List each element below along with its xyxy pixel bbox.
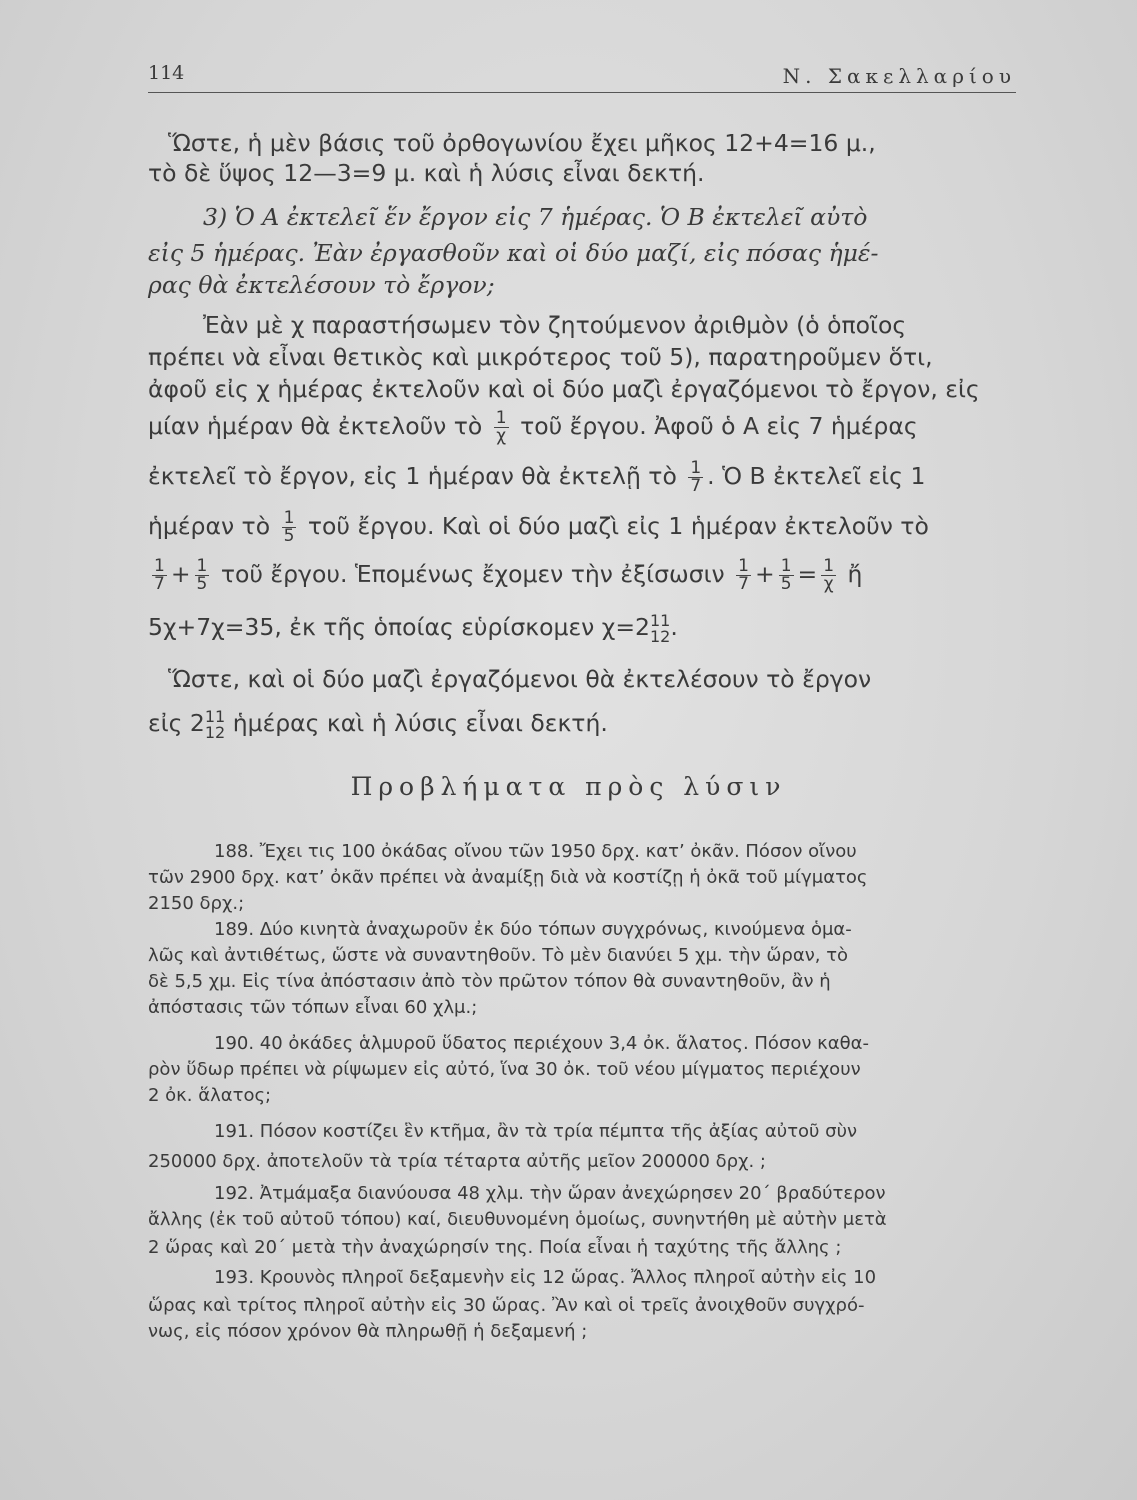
fraction-1-over-x: [494, 410, 509, 445]
text-span: . Ὁ Β ἐκτελεῖ εἰς 1: [707, 462, 926, 490]
problem-190: 190. 40 ὀκάδες ἁλμυροῦ ὕδατος περιέχουν 3,4 ὀκ. ἅλατος. Πόσον καθα-: [214, 1033, 869, 1054]
body-line: [148, 410, 1028, 445]
numerator: 1: [196, 556, 208, 576]
denominator: χ: [821, 575, 836, 593]
body-line: πρέπει νὰ εἶναι θετικὸς καὶ μικρότερος τοῦ 5), παρατηροῦμεν ὅτι,: [148, 343, 933, 371]
problem-189: δὲ 5,5 χμ. Εἰς τίνα ἀπόστασιν ἀπὸ τὸν πρῶτον τόπον θὰ συναντηθοῦν, ἂν ἡ: [148, 971, 831, 992]
text-span: ἡμέρας καὶ ἡ λύσις εἶναι δεκτή.: [232, 709, 608, 737]
denominator: 12: [649, 626, 671, 646]
numerator: 1: [283, 508, 295, 528]
denominator: 5: [283, 526, 295, 546]
running-head-author: Ν. Σακελλαρίου: [782, 64, 1016, 88]
equals-sign: =: [797, 560, 818, 588]
period: .: [670, 613, 678, 641]
problem-191: 191. Πόσον κοστίζει ἓν κτῆμα, ἂν τὰ τρία πέμπτα τῆς ἀξίας αὐτοῦ σὺν: [214, 1121, 858, 1142]
problem-190: 2 ὀκ. ἅλατος;: [148, 1085, 272, 1106]
problem-192: 192. Ἀτμάμαξα διανύουσα 48 χλμ. τὴν ὥραν ἀνεχώρησεν 20΄ βραδύτερον: [214, 1183, 886, 1204]
body-line: [148, 460, 1028, 495]
body-line: [148, 558, 1028, 593]
body-line: Ὥστε, καὶ οἱ δύο μαζὶ ἐργαζόμενοι θὰ ἐκτελέσουν τὸ ἔργον: [168, 665, 872, 693]
text-span: μίαν ἡμέραν θὰ ἐκτελοῦν τὸ: [148, 412, 483, 440]
text-span: ἤ: [847, 560, 863, 588]
problem-3-statement: εἰς 5 ἡμέρας. Ἐὰν ἐργασθοῦν καὶ οἱ δύο μαζί, εἰς πόσας ἡμέ-: [148, 239, 879, 267]
plus-sign: +: [170, 560, 191, 588]
body-line: Ὥστε, ἡ μὲν βάσις τοῦ ὀρθογωνίου ἔχει μῆκος 12+4=16 μ.,: [168, 129, 876, 157]
denominator: 5: [780, 574, 792, 594]
mixed-fraction-11-12: [204, 706, 226, 742]
body-line: [148, 612, 1028, 645]
denominator: 12: [204, 722, 226, 742]
text-span: ἡμέραν τὸ: [148, 512, 271, 540]
denominator: 7: [154, 574, 165, 594]
fraction-1-over-5: [282, 510, 297, 545]
problem-189: ἀπόστασις τῶν τόπων εἶναι 60 χλμ.;: [148, 997, 478, 1018]
text-span: εἰς 2: [148, 709, 205, 737]
text-span: τοῦ ἔργου. Καὶ οἱ δύο μαζὶ εἰς 1 ἡμέραν ἐκτελοῦν τὸ: [307, 512, 929, 540]
problem-193: 193. Κρουνὸς πληροῖ δεξαμενὴν εἰς 12 ὥρας. Ἄλλος πληροῖ αὐτὴν εἰς 10: [214, 1267, 877, 1288]
plus-sign: +: [755, 560, 775, 588]
text-span: τοῦ ἔργου. Ἀφοῦ ὁ Α εἰς 7 ἡμέρας: [520, 412, 918, 440]
problem-188: 2150 δρχ.;: [148, 893, 245, 914]
body-line: [148, 708, 1028, 741]
problem-191: 250000 δρχ. ἀποτελοῦν τὰ τρία τέταρτα αὐτῆς μεῖον 200000 δρχ. ;: [148, 1151, 766, 1172]
numerator: 1: [738, 556, 749, 576]
denominator: χ: [494, 427, 509, 445]
denominator: 5: [196, 574, 208, 594]
text-span: ἐκτελεῖ τὸ ἔργον, εἰς 1 ἡμέραν θὰ ἐκτελῇ τὸ: [148, 462, 677, 490]
numerator: 1: [690, 458, 702, 478]
problem-189: λῶς καὶ ἀντιθέτως, ὥστε νὰ συναντηθοῦν. Τὸ μὲν διανύει 5 χμ. τὴν ὥραν, τὸ: [148, 945, 849, 966]
numerator: 11: [649, 610, 671, 630]
problem-188: τῶν 2900 δρχ. κατ’ ὀκᾶν πρέπει νὰ ἀναμίξῃ διὰ νὰ κοστίζῃ ἡ ὀκᾶ τοῦ μίγματος: [148, 867, 868, 888]
section-title: Προβλήματα πρὸς λύσιν: [350, 772, 787, 801]
body-line: ἀφοῦ εἰς χ ἡμέρας ἐκτελοῦν καὶ οἱ δύο μαζὶ ἐργαζόμενοι τὸ ἔργον, εἰς: [148, 375, 980, 403]
problem-193: ὥρας καὶ τρίτος πληροῖ αὐτὴν εἰς 30 ὥρας. Ἂν καὶ οἱ τρεῖς ἀνοιχθοῦν συγχρό-: [148, 1295, 865, 1316]
page-header: [148, 62, 1016, 93]
body-line: τὸ δὲ ὕψος 12—3=9 μ. καὶ ἡ λύσις εἶναι δεκτή.: [148, 159, 705, 187]
fraction-1-over-x: [821, 558, 836, 593]
problem-3-statement: ρας θὰ ἐκτελέσουν τὸ ἔργον;: [148, 271, 495, 299]
body-line: Ἐὰν μὲ χ παραστήσωμεν τὸν ζητούμενον ἀριθμὸν (ὁ ὁποῖος: [203, 311, 907, 339]
problem-192: 2 ὥρας καὶ 20΄ μετὰ τὴν ἀναχώρησίν της. Ποία εἶναι ἡ ταχύτης τῆς ἄλλης ;: [148, 1237, 842, 1258]
denominator: 7: [738, 574, 749, 594]
numerator: 1: [823, 556, 835, 576]
problem-192: ἄλλης (ἐκ τοῦ αὐτοῦ τόπου) καί, διευθυνομένη ὁμοίως, συνηντήθη μὲ αὐτὴν μετὰ: [148, 1209, 887, 1230]
numerator: 11: [204, 706, 226, 726]
body-line: [148, 510, 1028, 545]
fraction-1-over-5: [779, 558, 794, 593]
denominator: 7: [690, 476, 702, 496]
mixed-fraction-11-12: [649, 610, 671, 646]
fraction-1-over-7: [688, 460, 703, 495]
fraction-1-over-7: [152, 558, 167, 593]
problem-189: 189. Δύο κινητὰ ἀναχωροῦν ἐκ δύο τόπων συγχρόνως, κινούμενα ὁμα-: [214, 919, 852, 940]
numerator: 1: [780, 556, 792, 576]
problem-190: ρὸν ὕδωρ πρέπει νὰ ρίψωμεν εἰς αὐτό, ἵνα 30 ὀκ. τοῦ νέου μίγματος περιέχουν: [148, 1059, 861, 1080]
numerator: 1: [154, 556, 165, 576]
numerator: 1: [495, 408, 507, 428]
problem-193: νως, εἰς πόσον χρόνον θὰ πληρωθῇ ἡ δεξαμενή ;: [148, 1321, 588, 1342]
page-number: 114: [148, 62, 185, 84]
fraction-1-over-5: [195, 558, 210, 593]
text-span: 5χ+7χ=35, ἐκ τῆς ὁποίας εὑρίσκομεν χ=2: [148, 613, 650, 641]
fraction-1-over-7: [736, 558, 751, 593]
text-span: τοῦ ἔργου. Ἑπομένως ἔχομεν τὴν ἐξίσωσιν: [220, 560, 725, 588]
problem-3-statement: 3) Ὁ Α ἐκτελεῖ ἕν ἔργον εἰς 7 ἡμέρας. Ὁ Β ἐκτελεῖ αὐτὸ: [203, 203, 868, 231]
problem-188: 188. Ἔχει τις 100 ὀκάδας οἴνου τῶν 1950 δρχ. κατ’ ὀκᾶν. Πόσον οἴνου: [214, 841, 857, 862]
